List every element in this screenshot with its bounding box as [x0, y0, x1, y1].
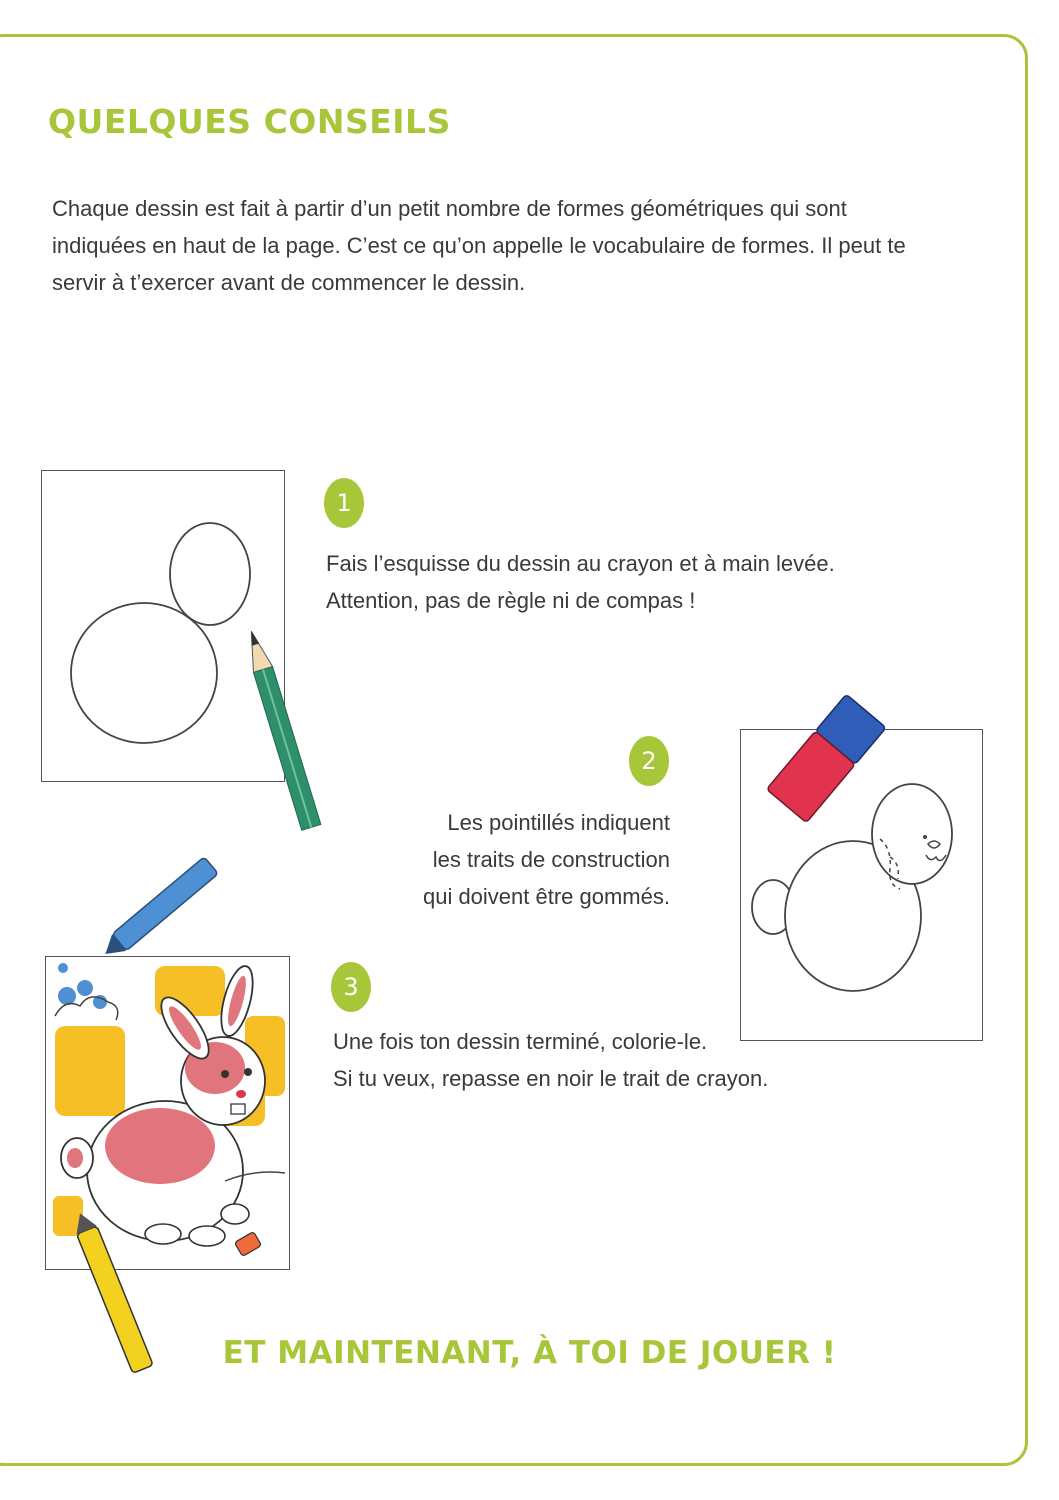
step1-line: Attention, pas de règle ni de compas ! — [326, 588, 696, 613]
step3-line: Une fois ton dessin terminé, colorie-le. — [333, 1029, 708, 1054]
step2-line: les traits de construction — [432, 847, 670, 872]
marker-icon — [80, 850, 230, 980]
intro-paragraph: Chaque dessin est fait à partir d’un petit nombre de formes géométriques qui sont indiquées en haut de la page. C’est ce qu’on appelle le vocabulaire de formes. Il peut te servir à t’exercer avant de commencer le dessin. — [52, 196, 906, 295]
step2-number-badge: 2 — [629, 736, 669, 786]
page-title: QUELQUES CONSEILS — [48, 102, 451, 141]
step3-line: Si tu veux, repasse en noir le trait de crayon. — [333, 1066, 769, 1091]
step1-text — [326, 545, 835, 619]
step1-line: Fais l’esquisse du dessin au crayon et à main levée. — [326, 551, 835, 576]
call-to-action: ET MAINTENANT, À TOI DE JOUER ! — [222, 1335, 837, 1371]
pencil-icon — [230, 625, 330, 840]
eraser-icon — [765, 690, 885, 830]
step3-number-badge: 3 — [331, 962, 371, 1012]
step3-text — [333, 1023, 768, 1097]
step2-line: Les pointillés indiquent — [447, 810, 670, 835]
step2-line: qui doivent être gommés. — [422, 884, 670, 909]
step2-text — [400, 804, 670, 915]
step1-number-badge: 1 — [324, 478, 364, 528]
